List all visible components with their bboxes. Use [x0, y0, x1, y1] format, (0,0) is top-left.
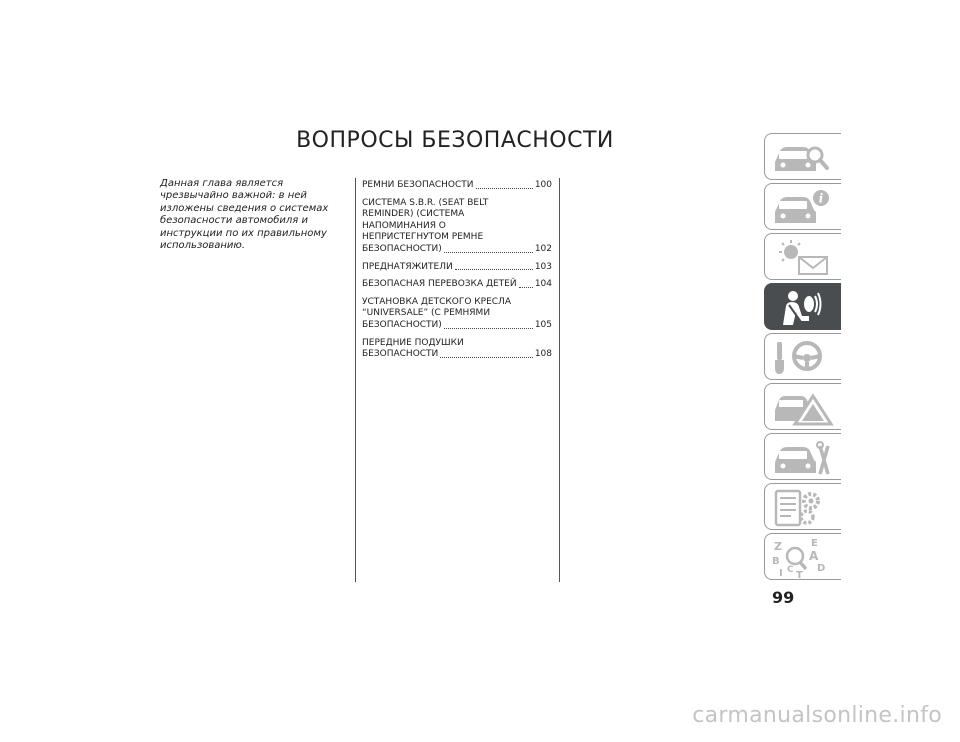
toc-dot-leader [444, 251, 533, 253]
toc-entry-label: БЕЗОПАСНАЯ ПЕРЕВОЗКА ДЕТЕЙ [362, 279, 517, 290]
toc-page-number: 102 [534, 243, 552, 254]
toc-entry-label: ПРЕДНАТЯЖИТЕЛИ [362, 261, 453, 272]
toc-dot-leader [440, 356, 533, 358]
toc-entry-label: БЕЗОПАСНОСТИ [362, 349, 439, 360]
svg-text:D: D [817, 563, 826, 574]
warning-light-message-icon [771, 238, 837, 278]
car-maintenance-icon [771, 438, 837, 478]
toc-entry-line: ПЕРЕДНИЕ ПОДУШКИ [362, 337, 464, 348]
tab-maintenance[interactable] [764, 433, 841, 480]
toc-entry[interactable] [362, 338, 552, 361]
svg-text:E: E [811, 538, 818, 549]
svg-text:B: B [772, 556, 780, 567]
tab-index[interactable] [764, 533, 841, 580]
chapter-intro: Данная глава является чрезвычайно важной: в ней изложены сведения о системах безопасности автомобиля и инструкции по их правильному использованию. [160, 178, 329, 252]
airbag-safety-icon [771, 288, 837, 328]
column-divider-right [559, 178, 560, 582]
toc-entry[interactable] [362, 279, 552, 291]
car-emergency-icon [771, 388, 837, 428]
toc-page-number: 100 [534, 180, 552, 190]
toc-entry-line: УСТАНОВКА ДЕТСКОГО КРЕСЛА [362, 296, 511, 307]
toc-entry[interactable] [362, 180, 552, 192]
tab-starting-driving[interactable] [764, 333, 841, 380]
tab-technical-data[interactable] [764, 483, 841, 530]
svg-text:A: A [809, 549, 819, 563]
toc-dot-leader [519, 286, 533, 288]
svg-text:i: i [818, 191, 824, 206]
tab-car-info[interactable] [764, 183, 841, 230]
technical-data-icon [771, 488, 837, 528]
toc-entry-final-line [362, 349, 552, 361]
tab-car-search[interactable] [764, 133, 841, 180]
svg-text:T: T [796, 570, 803, 578]
toc-page-number: 105 [534, 319, 552, 330]
toc-entry-final-line [362, 244, 552, 256]
watermark: carmanualsonline.info [692, 703, 942, 728]
toc-entry[interactable] [362, 297, 552, 332]
toc-entry[interactable] [362, 262, 552, 274]
steering-wheel-icon [771, 338, 837, 378]
toc-entry-final-line [362, 262, 552, 274]
svg-text:C: C [787, 565, 794, 575]
column-divider-left [355, 178, 356, 582]
toc-entry-final-line [362, 279, 552, 291]
table-of-contents [362, 180, 552, 367]
toc-page-number: 104 [534, 279, 552, 290]
tab-warning-lights[interactable] [764, 233, 841, 280]
toc-entry-final-line [362, 320, 552, 332]
toc-page-number: 103 [534, 261, 552, 272]
page-number: 99 [772, 588, 795, 607]
svg-text:Z: Z [774, 540, 782, 553]
toc-entry-line: “UNIVERSALE” (С РЕМНЯМИ [362, 308, 491, 319]
toc-entry-line: НАПОМИНАНИЯ О [362, 220, 446, 231]
toc-entry-label: РЕМНИ БЕЗОПАСНОСТИ [362, 180, 474, 190]
tab-emergency[interactable] [764, 383, 841, 430]
toc-entry-label: БЕЗОПАСНОСТИ) [362, 319, 442, 330]
toc-entry-line: СИСТЕМА S.B.R. (SEAT BELT [362, 197, 489, 208]
tab-safety[interactable] [764, 283, 841, 330]
toc-dot-leader [455, 268, 533, 270]
toc-entry[interactable] [362, 198, 552, 256]
toc-page-number: 108 [534, 349, 552, 360]
toc-entry-line: НЕПРИСТЕГНУТОМ РЕМНЕ [362, 232, 484, 243]
toc-entry-final-line [362, 180, 552, 192]
car-info-icon [771, 188, 837, 228]
chapter-tabs [764, 133, 841, 583]
toc-entry-label: БЕЗОПАСНОСТИ) [362, 243, 442, 254]
alphabetical-index-icon [771, 538, 837, 578]
svg-text:I: I [779, 568, 783, 578]
toc-dot-leader [476, 187, 533, 189]
toc-dot-leader [444, 327, 533, 329]
car-search-icon [771, 138, 837, 178]
toc-entry-line: REMINDER) (СИСТЕМА [362, 209, 465, 220]
chapter-title: ВОПРОСЫ БЕЗОПАСНОСТИ [296, 128, 614, 153]
